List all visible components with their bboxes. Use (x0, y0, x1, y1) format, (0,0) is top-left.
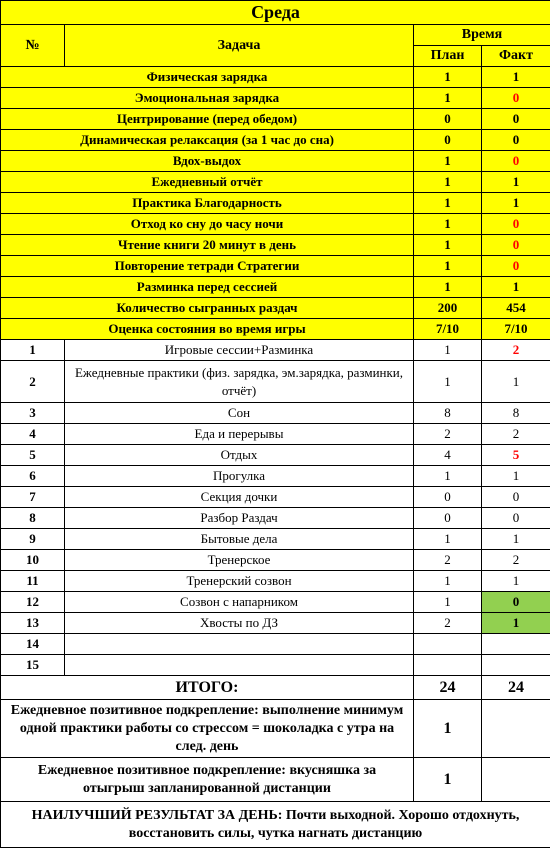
task-number: 15 (1, 655, 65, 676)
daily-fact: 0 (482, 109, 550, 130)
task-number: 2 (1, 361, 65, 403)
task-row (1, 403, 550, 424)
task-number: 10 (1, 550, 65, 571)
task-plan: 1 (414, 361, 482, 403)
task-name (65, 634, 414, 655)
total-label: ИТОГО: (1, 676, 414, 700)
daily-plan: 0 (414, 109, 482, 130)
title-row (1, 1, 550, 25)
daily-task: Центрирование (перед обедом) (1, 109, 414, 130)
daily-fact: 0 (482, 130, 550, 151)
daily-row (1, 256, 550, 277)
day-title: Среда (1, 1, 550, 25)
task-fact (482, 655, 550, 676)
reinforcement-empty (482, 758, 550, 802)
task-number: 9 (1, 529, 65, 550)
task-plan: 1 (414, 340, 482, 361)
task-plan: 2 (414, 424, 482, 445)
task-number: 7 (1, 487, 65, 508)
daily-fact: 0 (482, 235, 550, 256)
task-plan (414, 655, 482, 676)
task-plan: 1 (414, 529, 482, 550)
task-row (1, 634, 550, 655)
daily-plan: 1 (414, 256, 482, 277)
task-number: 13 (1, 613, 65, 634)
header-task: Задача (65, 25, 414, 67)
daily-task: Оценка состояния во время игры (1, 319, 414, 340)
reinforcement-text: Ежедневное позитивное подкрепление: выполнение минимум одной практики работы со стрессом = шоколадка с утра на след. день (1, 700, 414, 758)
daily-plan: 1 (414, 67, 482, 88)
header-fact: Факт (482, 46, 550, 67)
daily-plan: 200 (414, 298, 482, 319)
task-number: 12 (1, 592, 65, 613)
reinforcement-empty (482, 700, 550, 758)
header-num: № (1, 25, 65, 67)
total-plan: 24 (414, 676, 482, 700)
daily-task: Эмоциональная зарядка (1, 88, 414, 109)
task-row (1, 655, 550, 676)
task-row (1, 508, 550, 529)
daily-row (1, 277, 550, 298)
task-number: 5 (1, 445, 65, 466)
daily-fact: 0 (482, 214, 550, 235)
daily-row (1, 193, 550, 214)
daily-row (1, 298, 550, 319)
task-fact: 0 (482, 592, 550, 613)
task-number: 14 (1, 634, 65, 655)
daily-row (1, 319, 550, 340)
daily-row (1, 67, 550, 88)
task-name: Секция дочки (65, 487, 414, 508)
task-fact: 1 (482, 529, 550, 550)
task-fact: 1 (482, 571, 550, 592)
reinforcement-value: 1 (414, 758, 482, 802)
task-row (1, 445, 550, 466)
daily-row (1, 88, 550, 109)
reinforcement-row (1, 758, 550, 802)
task-name: Тренерское (65, 550, 414, 571)
daily-plan: 1 (414, 172, 482, 193)
task-fact: 1 (482, 613, 550, 634)
daily-task: Ежедневный отчёт (1, 172, 414, 193)
daily-plan: 1 (414, 235, 482, 256)
task-name: Разбор Раздач (65, 508, 414, 529)
task-row (1, 466, 550, 487)
task-plan: 2 (414, 550, 482, 571)
daily-fact: 1 (482, 67, 550, 88)
task-row (1, 361, 550, 403)
daily-fact: 1 (482, 193, 550, 214)
task-row (1, 529, 550, 550)
daily-fact: 7/10 (482, 319, 550, 340)
daily-task: Физическая зарядка (1, 67, 414, 88)
task-name: Игровые сессии+Разминка (65, 340, 414, 361)
task-row (1, 487, 550, 508)
daily-fact: 0 (482, 151, 550, 172)
task-plan: 0 (414, 487, 482, 508)
daily-task: Динамическая релаксация (за 1 час до сна) (1, 130, 414, 151)
total-fact: 24 (482, 676, 550, 700)
task-plan (414, 634, 482, 655)
daily-fact: 454 (482, 298, 550, 319)
task-name: Еда и перерывы (65, 424, 414, 445)
daily-fact: 1 (482, 172, 550, 193)
best-result-row (1, 802, 550, 848)
task-name: Созвон с напарником (65, 592, 414, 613)
task-plan: 8 (414, 403, 482, 424)
daily-task: Практика Благодарность (1, 193, 414, 214)
task-row (1, 592, 550, 613)
task-fact: 1 (482, 466, 550, 487)
task-name: Прогулка (65, 466, 414, 487)
task-row (1, 550, 550, 571)
daily-plan: 1 (414, 277, 482, 298)
task-number: 1 (1, 340, 65, 361)
reinforcement-text: Ежедневное позитивное подкрепление: вкусняшка за отыгрыш запланированной дистанции (1, 758, 414, 802)
task-row (1, 613, 550, 634)
task-row (1, 424, 550, 445)
daily-plan: 0 (414, 130, 482, 151)
task-number: 11 (1, 571, 65, 592)
task-fact: 8 (482, 403, 550, 424)
task-plan: 1 (414, 592, 482, 613)
task-plan: 1 (414, 571, 482, 592)
daily-row (1, 151, 550, 172)
task-number: 6 (1, 466, 65, 487)
daily-task: Разминка перед сессией (1, 277, 414, 298)
daily-task: Вдох-выдох (1, 151, 414, 172)
task-fact: 5 (482, 445, 550, 466)
daily-task: Повторение тетради Стратегии (1, 256, 414, 277)
task-number: 4 (1, 424, 65, 445)
daily-plan: 1 (414, 193, 482, 214)
task-fact: 2 (482, 340, 550, 361)
daily-plan: 1 (414, 214, 482, 235)
task-row (1, 571, 550, 592)
task-fact: 0 (482, 508, 550, 529)
task-plan: 1 (414, 466, 482, 487)
task-name: Бытовые дела (65, 529, 414, 550)
daily-row (1, 109, 550, 130)
task-fact: 2 (482, 550, 550, 571)
daily-plan: 1 (414, 88, 482, 109)
daily-task: Отход ко сну до часу ночи (1, 214, 414, 235)
task-plan: 0 (414, 508, 482, 529)
best-result: НАИЛУЧШИЙ РЕЗУЛЬТАТ ЗА ДЕНЬ: Почти выходной. Хорошо отдохнуть, восстановить силы, чутка нагнать дистанцию (1, 802, 550, 848)
task-name: Ежедневные практики (физ. зарядка, эм.зарядка, разминки, отчёт) (65, 361, 414, 403)
task-plan: 2 (414, 613, 482, 634)
task-fact: 1 (482, 361, 550, 403)
daily-row (1, 172, 550, 193)
daily-fact: 1 (482, 277, 550, 298)
daily-fact: 0 (482, 256, 550, 277)
task-row (1, 340, 550, 361)
daily-row (1, 235, 550, 256)
daily-row (1, 130, 550, 151)
header-time: Время (414, 25, 550, 46)
task-name: Отдых (65, 445, 414, 466)
reinforcement-value: 1 (414, 700, 482, 758)
task-plan: 4 (414, 445, 482, 466)
total-row (1, 676, 550, 700)
task-name: Сон (65, 403, 414, 424)
daily-plan: 7/10 (414, 319, 482, 340)
daily-task: Чтение книги 20 минут в день (1, 235, 414, 256)
task-fact: 2 (482, 424, 550, 445)
task-name: Тренерский созвон (65, 571, 414, 592)
task-fact: 0 (482, 487, 550, 508)
header-row (1, 25, 550, 46)
reinforcement-row (1, 700, 550, 758)
daily-fact: 0 (482, 88, 550, 109)
task-name (65, 655, 414, 676)
task-name: Хвосты по ДЗ (65, 613, 414, 634)
task-fact (482, 634, 550, 655)
daily-row (1, 214, 550, 235)
daily-task: Количество сыгранных раздач (1, 298, 414, 319)
task-number: 8 (1, 508, 65, 529)
daily-plan: 1 (414, 151, 482, 172)
header-plan: План (414, 46, 482, 67)
task-number: 3 (1, 403, 65, 424)
